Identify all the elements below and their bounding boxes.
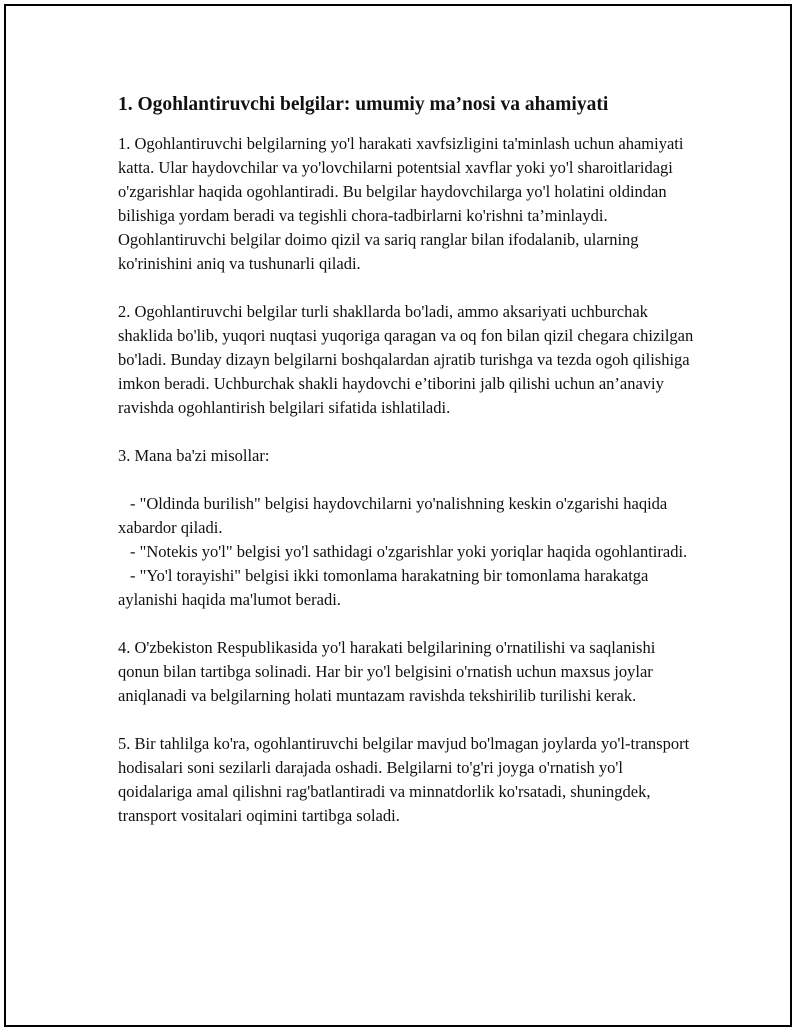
list-item: - "Notekis yo'l" belgisi yo'l sathidagi o'zgarishlar yoki yoriqlar haqida ogohlantiradi. [130,542,688,561]
document-body [118,92,698,852]
paragraph-3-intro: 3. Mana ba'zi misollar: [118,446,270,465]
list-item: - "Yo'l torayishi" belgisi ikki tomonlama harakatning bir tomonlama harakatga aylanishi haqida ma'lumot beradi. [118,566,649,609]
paragraph-5: 5. Bir tahlilga ko'ra, ogohlantiruvchi belgilar mavjud bo'lmagan joylarda yo'l-transport hodisalari soni sezilarli darajada oshadi. Belgilarni to'g'ri joyga o'rnatish yo'l qoidalariga amal qilishni rag'batlantiradi va minnatdorlik ko'rsatadi, shuningdek, transport vositalari oqimini tartibga soladi. [118,734,690,825]
paragraph-4: 4. O'zbekiston Respublikasida yo'l harakati belgilarining o'rnatilishi va saqlanishi qonun bilan tartibga solinadi. Har bir yo'l belgisini o'rnatish uchun maxsus joylar aniqlanadi va belgilarning holati muntazam ravishda tekshirilib turilishi kerak. [118,638,656,705]
paragraph-1: 1. Ogohlantiruvchi belgilarning yo'l harakati xavfsizligini ta'minlash uchun ahamiyati katta. Ular haydovchilar va yo'lovchilarni potentsial xavflar yoki yo'l sharoitlaridagi o'zgarishlar haqida ogohlantiradi. Bu belgilar haydovchilarga yo'l holatini oldindan bilishiga yordam beradi va tegishli chora-tadbirlarni ko'rishni ta’minlaydi. Ogohlantiruvchi belgilar doimo qizil va sariq ranglar bilan ifodalanib, ularning ko'rinishini aniq va tushunarli qiladi. [118,134,684,273]
paragraph-2: 2. Ogohlantiruvchi belgilar turli shakllarda bo'ladi, ammo aksariyati uchburchak shaklida bo'lib, yuqori nuqtasi yuqoriga qaragan va oq fon bilan qizil chegara chizilgan bo'ladi. Bunday dizayn belgilarni boshqalardan ajratib turishga va tezda ogoh qilishiga imkon beradi. Uchburchak shakli haydovchi e’tiborini jalb qilishi uchun an’anaviy ravishda ogohlantirish belgilari sifatida ishlatiladi. [118,302,694,417]
document-title: 1. Ogohlantiruvchi belgilar: umumiy ma’nosi va ahamiyati [118,94,609,115]
list-item: - "Oldinda burilish" belgisi haydovchilarni yo'nalishning keskin o'zgarishi haqida xabardor qiladi. [118,494,668,537]
examples-list [118,492,698,612]
